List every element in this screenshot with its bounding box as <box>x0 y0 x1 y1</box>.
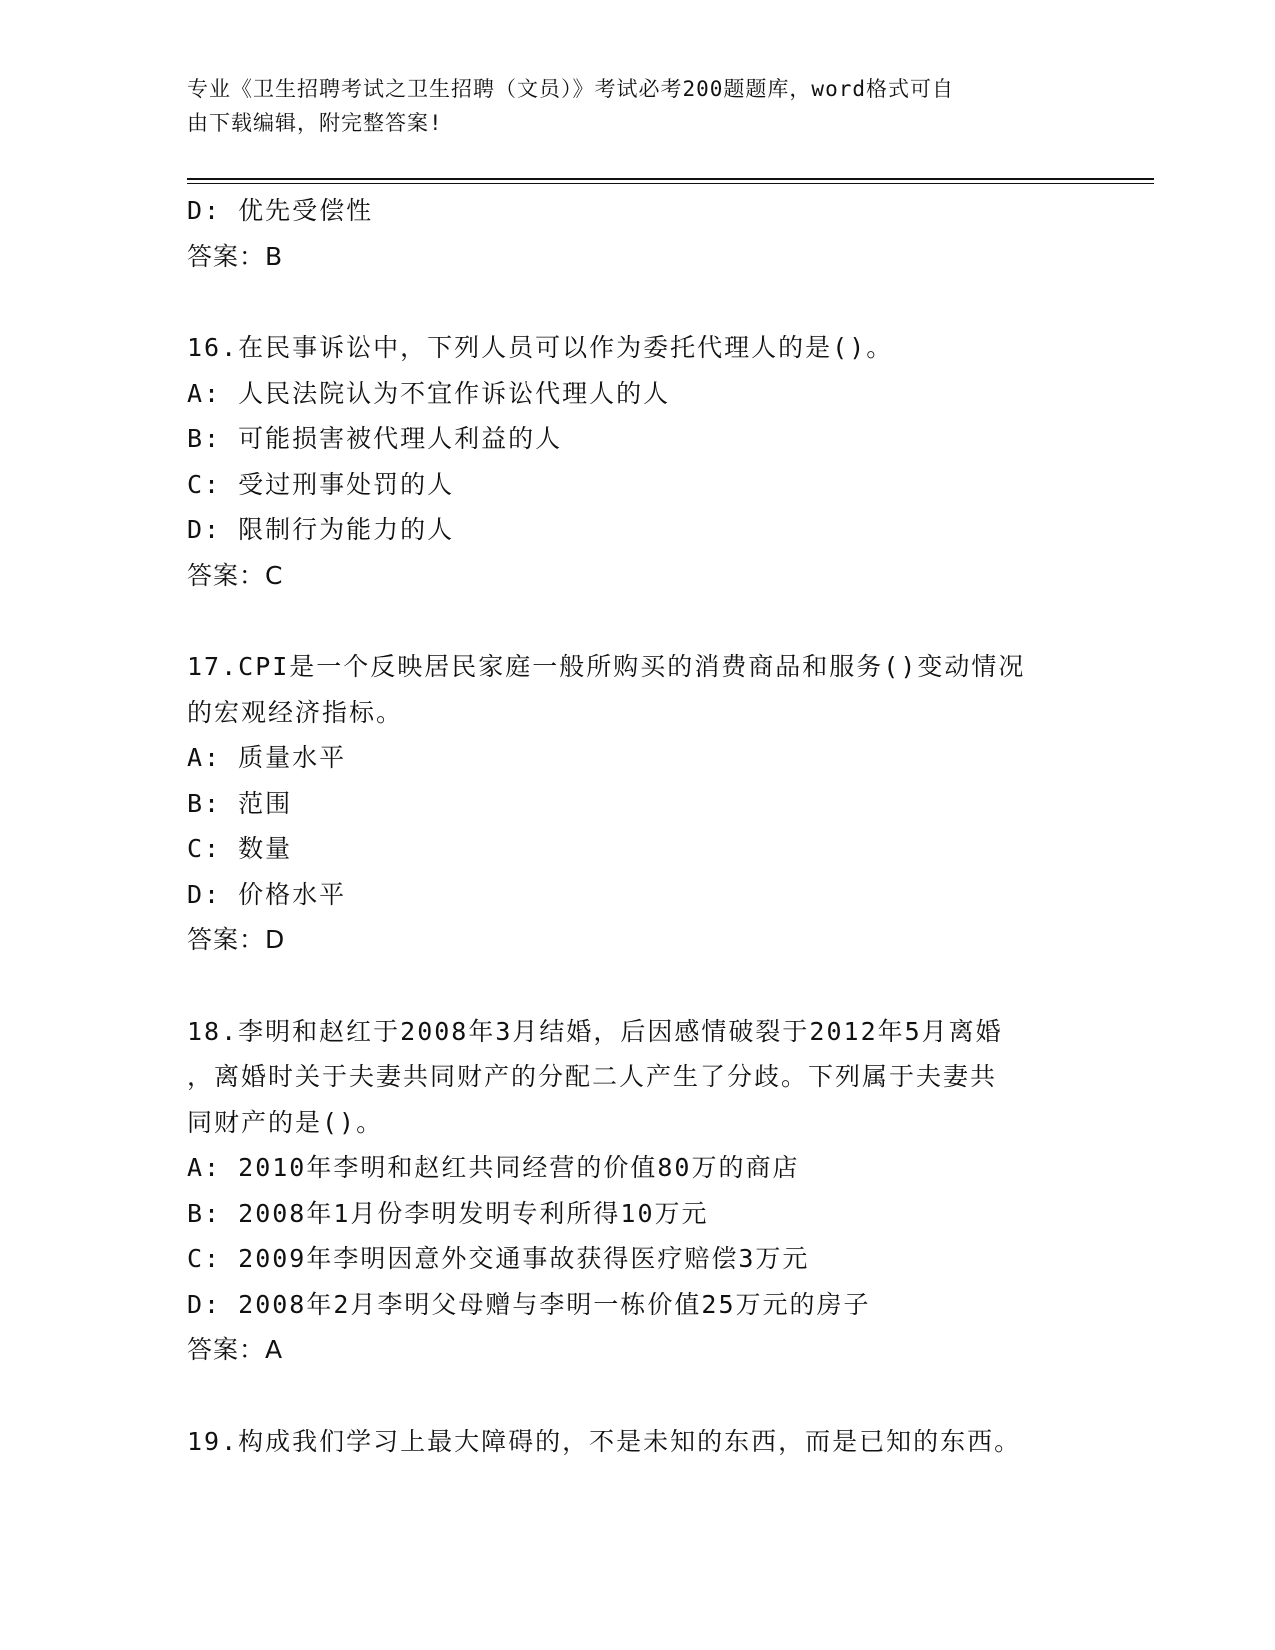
option-d: D: 2008年2月李明父母赠与李明一栋价值25万元的房子 <box>187 1289 871 1319</box>
question-list <box>187 188 1087 1464</box>
option-d: D: 限制行为能力的人 <box>187 515 455 544</box>
question-17 <box>187 644 1087 963</box>
spacer <box>187 598 1087 644</box>
document-header <box>187 72 1067 140</box>
header-line-2: 由下载编辑，附完整答案! <box>187 111 443 135</box>
option-d: D: 优先受偿性 <box>187 196 374 225</box>
option-a: A: 人民法院认为不宜作诉讼代理人的人 <box>187 378 671 408</box>
answer-line: 答案：B <box>187 241 284 271</box>
option-b: B: 范围 <box>187 788 293 818</box>
option-b: B: 2008年1月份李明发明专利所得10万元 <box>187 1198 709 1228</box>
option-a: A: 2010年李明和赵红共同经营的价值80万的商店 <box>187 1153 800 1182</box>
question-text: ，离婚时关于夫妻共同财产的分配二人产生了分歧。下列属于夫妻共 <box>187 1062 998 1091</box>
answer-line: 答案：D <box>187 925 286 954</box>
question-text: 17.CPI是一个反映居民家庭一般所购买的消费商品和服务()变动情况 <box>187 652 1026 681</box>
question-text: 18.李明和赵红于2008年3月结婚，后因感情破裂于2012年5月离婚 <box>187 1016 1003 1046</box>
spacer <box>187 279 1087 325</box>
question-text: 19.构成我们学习上最大障碍的，不是未知的东西，而是已知的东西。 <box>187 1426 1022 1456</box>
question-19 <box>187 1419 1087 1465</box>
option-c: C: 2009年李明因意外交通事故获得医疗赔偿3万元 <box>187 1244 810 1273</box>
header-line-1: 专业《卫生招聘考试之卫生招聘（文员）》考试必考200题题库，word格式可自 <box>187 77 954 101</box>
question-16 <box>187 325 1087 598</box>
option-c: C: 受过刑事处罚的人 <box>187 469 455 499</box>
question-text: 同财产的是()。 <box>187 1107 384 1137</box>
option-b: B: 可能损害被代理人利益的人 <box>187 424 563 453</box>
question-text: 的宏观经济指标。 <box>187 697 404 727</box>
header-divider-thin <box>187 183 1154 184</box>
answer-line: 答案：A <box>187 1335 284 1364</box>
answer-line: 答案：C <box>187 560 284 590</box>
spacer <box>187 1373 1087 1419</box>
spacer <box>187 963 1087 1009</box>
header-divider-thick <box>187 178 1154 180</box>
question-text: 16.在民事诉讼中，下列人员可以作为委托代理人的是()。 <box>187 333 894 362</box>
option-a: A: 质量水平 <box>187 743 347 772</box>
option-d: D: 价格水平 <box>187 879 347 909</box>
question-18 <box>187 1009 1087 1373</box>
option-c: C: 数量 <box>187 834 293 863</box>
